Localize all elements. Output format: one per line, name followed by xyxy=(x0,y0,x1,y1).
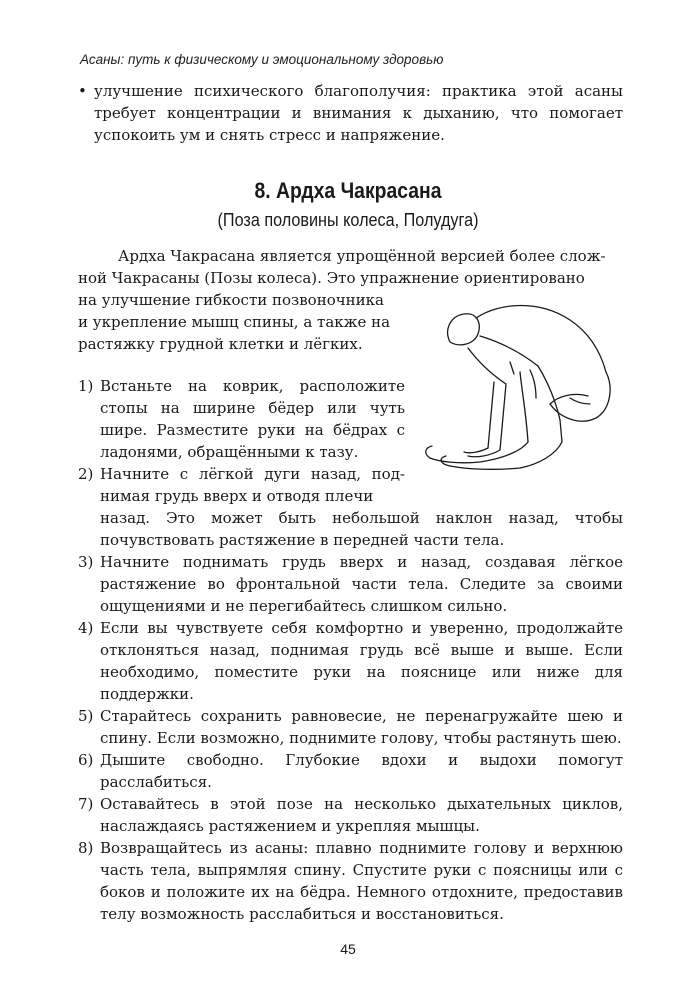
step-text: Старайтесь сохранить равновесие, не перенагружайте шею и спину. Если возможно, поднимите голову, чтобы растянуть шею. xyxy=(100,707,623,747)
bullet-marker: • xyxy=(78,82,87,100)
list-item xyxy=(78,617,623,705)
step-text: Если вы чувствуете себя комфортно и уверенно, продолжайте отклоняться назад, поднимая грудь всё выше и выше. Если необходимо, поместите руки на пояснице или ниже для поддержки. xyxy=(100,619,623,703)
section-title: 8. Ардха Чакрасана xyxy=(254,178,442,203)
list-item xyxy=(78,793,623,837)
list-item xyxy=(78,749,623,793)
step-text: Возвращайтесь из асаны: плавно поднимите голову и верхнюю часть тела, выпрямляя спину. Спустите руки с поясницы или с боков и положите их на бёдра. Немного отдохните, предоставив телу возможность расслабиться и восстановиться. xyxy=(100,839,623,923)
steps-list xyxy=(78,375,623,925)
list-item xyxy=(78,837,623,925)
step-text: Встаньте на коврик, расположите стопы на ширине бёдер или чуть шире. Разместите руки на бёдрах с ладонями, обращёнными к тазу. xyxy=(100,377,405,461)
list-item xyxy=(78,705,623,749)
bullet-item xyxy=(78,80,623,146)
step-number: 7) xyxy=(78,795,94,813)
bullet-text: улучшение психического благополучия: практика этой асаны требует концентрации и внимания к дыханию, что помогает успокоить ум и снять стресс и напряжение. xyxy=(94,82,623,144)
step-number: 3) xyxy=(78,553,94,571)
step-text: Дышите свободно. Глубокие вдохи и выдохи помогут расслабиться. xyxy=(100,751,623,791)
step-text: Начните поднимать грудь вверх и назад, создавая лёгкое растяжение во фронтальной части тела. Следите за своими ощущениями и не перегибайтесь слишком сильно. xyxy=(100,553,623,615)
step-number: 1) xyxy=(78,377,94,395)
step-number: 5) xyxy=(78,707,94,725)
section-subtitle: (Поза половины колеса, Полудуга) xyxy=(217,210,479,230)
intro-line: на улучшение гибкости позвоночника xyxy=(78,291,384,309)
intro-line: и укрепление мышц спины, а также на xyxy=(78,313,391,331)
intro-line: растяжку грудной клетки и лёгких. xyxy=(78,335,363,353)
step-text-narrow: Начните с лёгкой дуги назад, под-нимая грудь вверх и отводя плечи xyxy=(100,465,405,505)
list-item xyxy=(78,375,623,463)
step-text: назад. Это может быть небольшой наклон назад, чтобы почувствовать растяжение в передней части тела. xyxy=(100,509,623,549)
step-text: Оставайтесь в этой позе на несколько дыхательных циклов, наслаждаясь растяжением и укрепляя мышцы. xyxy=(100,795,623,835)
list-item xyxy=(78,551,623,617)
page-number: 45 xyxy=(340,941,356,957)
intro-line: Ардха Чакрасана является упрощённой версией более слож- xyxy=(118,247,606,265)
running-header: Асаны: путь к физическому и эмоциональному здоровью xyxy=(80,52,444,67)
step-number: 4) xyxy=(78,619,94,637)
step-number: 2) xyxy=(78,465,94,483)
list-item xyxy=(78,463,623,551)
step-number: 6) xyxy=(78,751,94,769)
step-number: 8) xyxy=(78,839,94,857)
intro-line: ной Чакрасаны (Позы колеса). Это упражнение ориентировано xyxy=(78,269,585,287)
